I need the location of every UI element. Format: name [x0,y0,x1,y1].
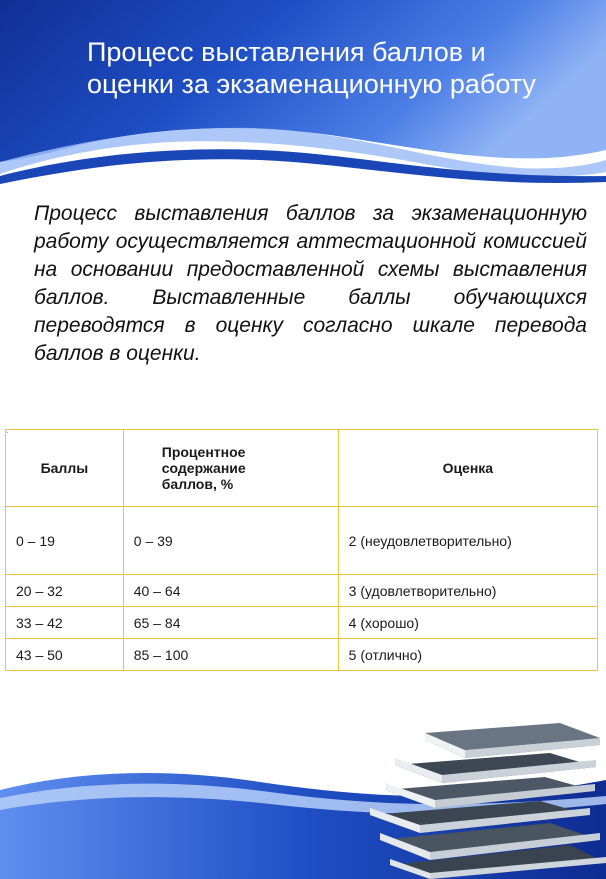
title-line-1: Процесс выставления баллов и [87,37,486,67]
books-stack-icon [370,715,606,879]
score-conversion-table [5,429,598,671]
cell-percent: 40 – 64 [123,575,338,607]
cell-grade: 3 (удовлетворительно) [338,575,597,607]
header-percent [123,430,338,507]
header-grade: Оценка [338,430,597,507]
stray-mark: ` [6,431,9,440]
cell-grade: 2 (неудовлетворительно) [338,507,597,575]
cell-score: 0 – 19 [6,507,124,575]
table-row [6,607,598,639]
cell-score: 43 – 50 [6,639,124,671]
table-row [6,575,598,607]
cell-percent: 65 – 84 [123,607,338,639]
header-percent-line-3: баллов, % [161,476,234,492]
header-score: Баллы [6,430,124,507]
header-percent-line-1: Процентное [161,444,246,460]
cell-percent: 85 – 100 [123,639,338,671]
table-row [6,639,598,671]
header-percent-line-2: содержание [161,460,246,476]
cell-score: 33 – 42 [6,607,124,639]
table-row [6,507,598,575]
cell-score: 20 – 32 [6,575,124,607]
table-header-row [6,430,598,507]
cell-grade: 5 (отлично) [338,639,597,671]
page-title [87,36,587,100]
header-wave-banner [0,0,606,200]
cell-percent: 0 – 39 [123,507,338,575]
title-line-2: оценки за экзаменационную работу [87,69,536,99]
cell-grade: 4 (хорошо) [338,607,597,639]
description-paragraph: Процесс выставления баллов за экзаменационную работу осуществляется аттестационной комиссией на основании предоставленной схемы выставления баллов. Выставленные баллы обучающихся переводятся в оценку согласно шкале перевода баллов в оценки. [34,202,587,365]
